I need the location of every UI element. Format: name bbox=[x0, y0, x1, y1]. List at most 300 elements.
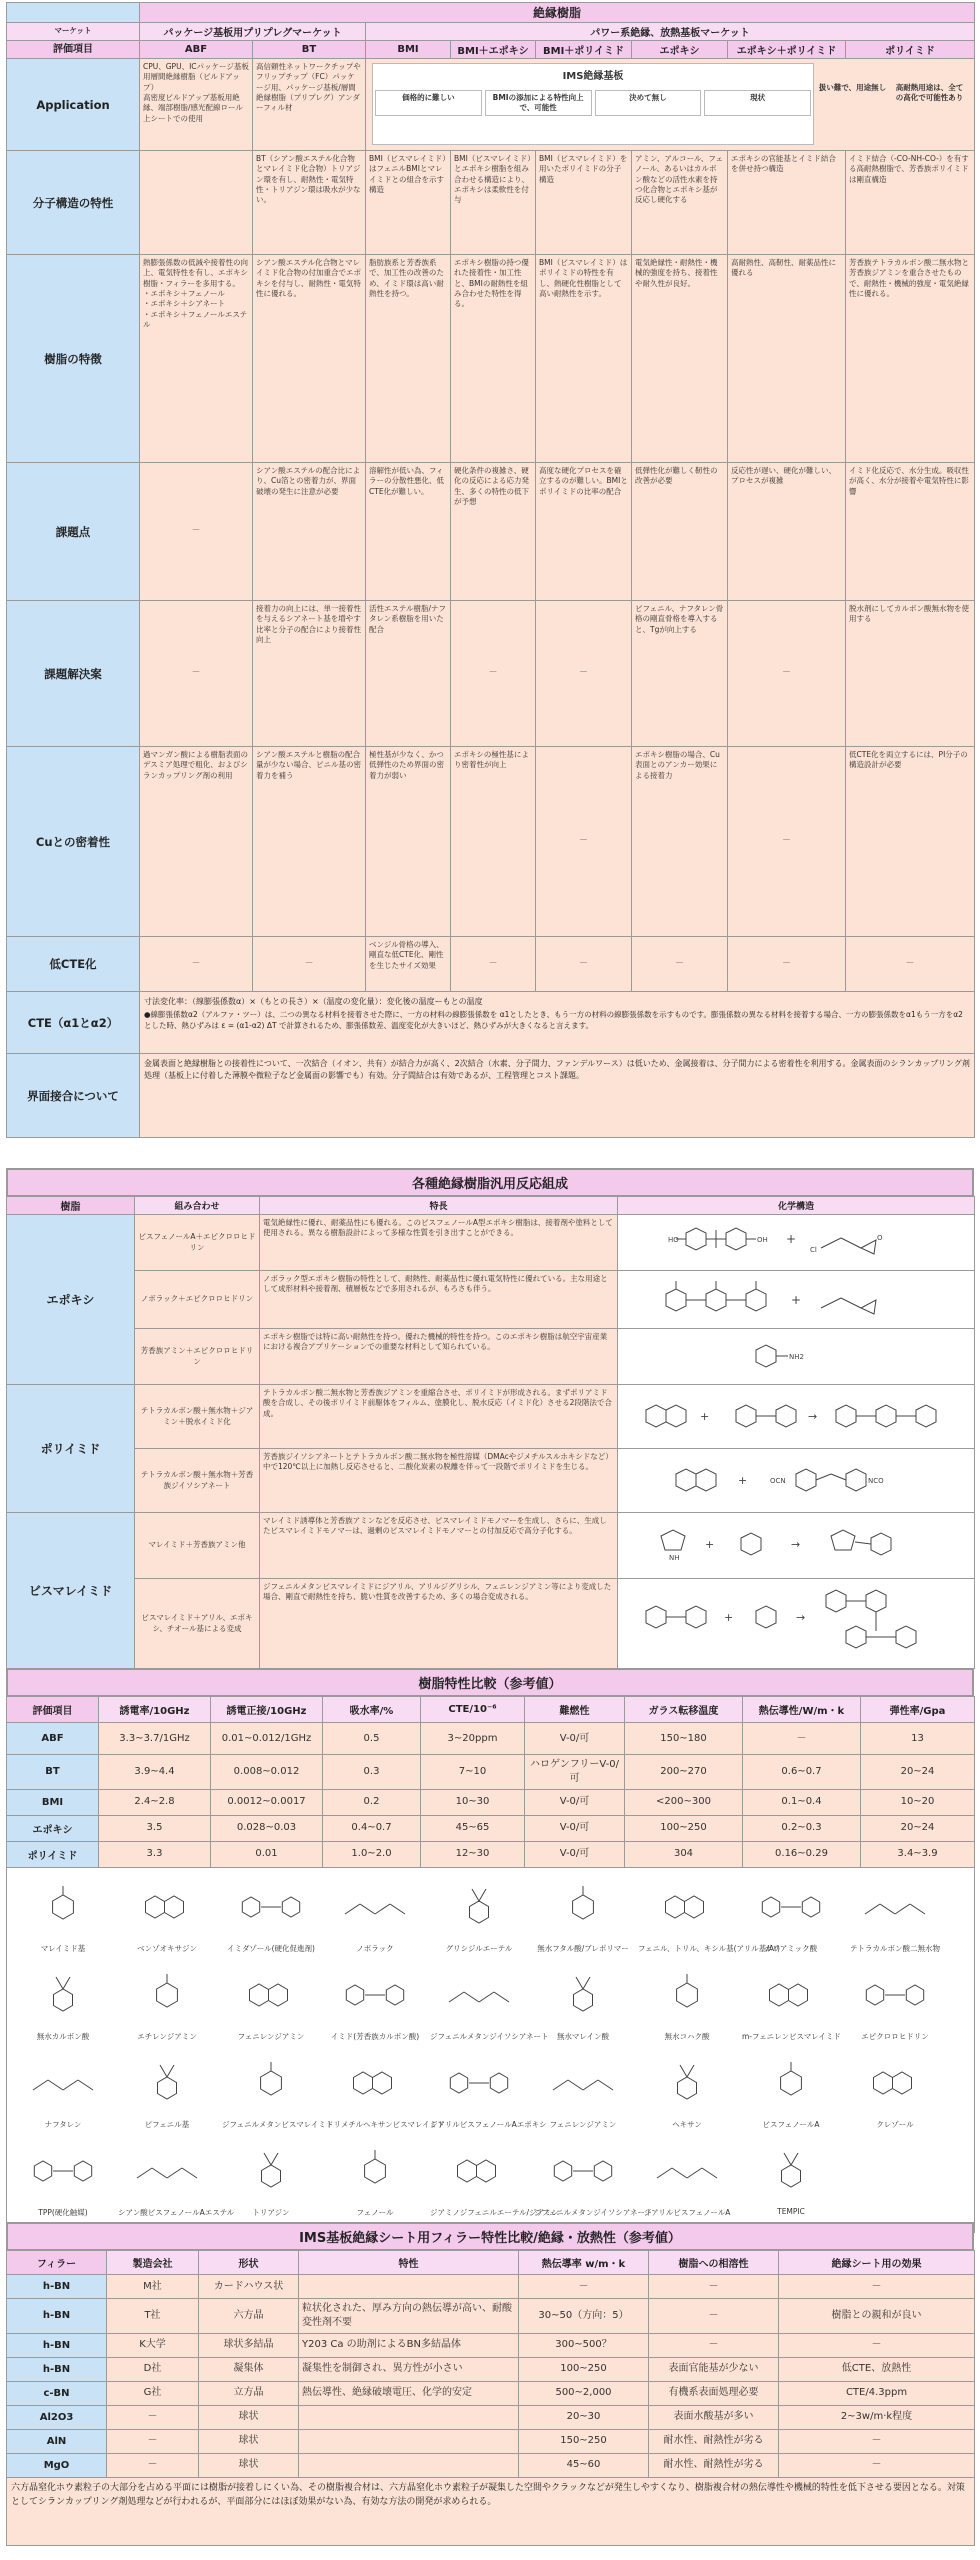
molecule-item bbox=[14, 2050, 112, 2136]
ph-5: 難燃性 bbox=[525, 1697, 625, 1723]
cu-bt: シアン酸エステルと樹脂の配合量が少ない場合、ビニル基の密着力を補う bbox=[253, 747, 366, 937]
molecule-label: ビスフェノールA bbox=[762, 2119, 820, 2129]
row-structure: 分子構造の特性 bbox=[7, 151, 140, 255]
ims-title: IMS絶縁基板 bbox=[562, 71, 624, 82]
prop-cell: － bbox=[743, 1723, 861, 1755]
fh-5: 樹脂への相溶性 bbox=[649, 2251, 779, 2275]
prop-cell: 200~270 bbox=[625, 1755, 743, 1790]
molecule-label: イミダゾール(硬化促進剤) bbox=[227, 1943, 315, 1953]
molecule-item bbox=[534, 2050, 632, 2136]
prop-cell: ポリイミド bbox=[7, 1841, 99, 1867]
ph-7: 熱伝導性/W/m・k bbox=[743, 1697, 861, 1723]
molecule-label: ジアミノジフェニルエーテル/ジアミン bbox=[430, 2207, 559, 2217]
fh-3: 特性 bbox=[299, 2251, 519, 2275]
molecule-item bbox=[118, 2050, 216, 2136]
filler-cell: Y203 Ca の助剤によるBN多結晶体 bbox=[299, 2333, 519, 2357]
combo-3: 芳香族アミン＋エピクロロヒドリン bbox=[135, 1329, 260, 1385]
filler-cell: T社 bbox=[107, 2299, 199, 2334]
molecule-structure-icon bbox=[746, 2138, 836, 2204]
molecule-item bbox=[638, 2138, 736, 2224]
molecule-item bbox=[222, 1874, 320, 1960]
ims-bmi-pi: 決めて無し bbox=[595, 90, 702, 117]
feature-2: ノボラック型エポキシ樹脂の特性として、耐熱性、耐薬品性に優れ電気特性に優れている。主な用途として成形材料や接着剤、積層板などで多用されるが、もろさも伴う。 bbox=[260, 1271, 618, 1329]
molecule-item bbox=[638, 1874, 780, 1960]
filler-cell: G社 bbox=[107, 2381, 199, 2405]
ims-ep: 現状 bbox=[704, 90, 811, 117]
molecule-label: m-フェニレンビスマレイミド bbox=[742, 2031, 841, 2041]
molecule-structure-icon bbox=[746, 1962, 836, 2028]
polyimide-reaction-structure bbox=[626, 1388, 966, 1446]
feat-pi: 芳香族テトラカルボン酸二無水物と芳香族ジアミンを重合させたもので、耐熱性・機械的強度・電気絶縁性に優れる。 bbox=[846, 255, 975, 463]
app-eppi: 扱い難で、用途無し bbox=[818, 83, 887, 92]
ph-2: 誘電正接/10GHz bbox=[211, 1697, 323, 1723]
molecule-item bbox=[846, 1962, 944, 2048]
filler-name: h-BN bbox=[7, 2275, 107, 2299]
sol-bmi-ep: － bbox=[451, 601, 536, 747]
filler-cell: － bbox=[107, 2453, 199, 2477]
svg-text:→: → bbox=[808, 1409, 818, 1423]
molecule-structure-icon bbox=[642, 2050, 732, 2116]
molecule-structure-icon bbox=[642, 2138, 732, 2204]
molecule-item bbox=[742, 1874, 840, 1960]
section3-title: 樹脂特性比較（参考値） bbox=[6, 1668, 974, 1696]
feature-6: マレイミド誘導体と芳香族アミンなどを反応させ、ビスマレイミドモノマーを生成し、さらに、生成したビスマレイミドモノマーは、過剰のビスマレイミドモノマーとの付加反応で高分子化する。 bbox=[260, 1513, 618, 1579]
molecule-label: ジアリルビスフェノールAエポキシ bbox=[430, 2119, 547, 2129]
filler-cell: 100~250 bbox=[519, 2357, 649, 2381]
molecule-structure-icon bbox=[434, 2050, 524, 2116]
molecule-item bbox=[534, 1874, 632, 1960]
maleimide-amine-structure bbox=[631, 1516, 961, 1576]
filler-name: h-BN bbox=[7, 2299, 107, 2334]
structure-7 bbox=[618, 1579, 975, 1669]
prop-cell: 0.5 bbox=[323, 1723, 421, 1755]
prop-cell: 20~24 bbox=[861, 1815, 975, 1841]
molecule-label: TPP(硬化触媒) bbox=[38, 2207, 88, 2217]
eval-label: 評価項目 bbox=[7, 41, 140, 59]
prop-cell: 304 bbox=[625, 1841, 743, 1867]
feat-bmi: 脂肪族系と芳香族系で、加工性の改善のため、イミド環は高い耐熱性を持つ。 bbox=[366, 255, 451, 463]
filler-cell: － bbox=[519, 2275, 649, 2299]
filler-cell: － bbox=[649, 2333, 779, 2357]
molecule-structure-icon bbox=[330, 2050, 420, 2116]
molecule-item bbox=[742, 2050, 840, 2136]
row-issues: 課題点 bbox=[7, 463, 140, 601]
lc-ep: － bbox=[632, 937, 728, 992]
filler-cell: CTE/4.3ppm bbox=[779, 2381, 975, 2405]
table-row bbox=[7, 2333, 975, 2357]
iss-bmi: 溶解性が低い為、フィラーの分散性悪化、低CTE化が難しい。 bbox=[366, 463, 451, 601]
filler-cell: － bbox=[107, 2429, 199, 2453]
filler-cell: カードハウス状 bbox=[199, 2275, 299, 2299]
molecule-item bbox=[534, 1962, 632, 2048]
sol-eppi: － bbox=[728, 601, 846, 747]
properties-header-row bbox=[7, 1697, 975, 1723]
col-abf: ABF bbox=[140, 41, 253, 59]
combo-7: ビスマレイミド＋アリル、エポキシ、チオール基による変成 bbox=[135, 1579, 260, 1669]
col-bmi-epoxy: BMI＋エポキシ bbox=[451, 41, 536, 59]
molecule-structure-icon bbox=[850, 2050, 940, 2116]
svg-text:→: → bbox=[791, 1537, 801, 1551]
lc-pi: － bbox=[846, 937, 975, 992]
filler-cell: 150~250 bbox=[519, 2429, 649, 2453]
molecule-label: エピクロロヒドリン bbox=[861, 2031, 929, 2041]
filler-cell: 立方晶 bbox=[199, 2381, 299, 2405]
filler-name: AlN bbox=[7, 2429, 107, 2453]
col-bmi: BMI bbox=[366, 41, 451, 59]
str-bmi-ep: BMI（ビスマレイミド）とエポキシ樹脂を組み合わせる構造により、エポキシは柔軟性を付与 bbox=[451, 151, 536, 255]
prop-cell: 0.16~0.29 bbox=[743, 1841, 861, 1867]
prop-cell: V-0/可 bbox=[525, 1815, 625, 1841]
feat-ep: 電気絶縁性・耐熱性・機械的強度を持ち、接着性や耐久性が良好。 bbox=[632, 255, 728, 463]
molecule-item bbox=[14, 1962, 112, 2048]
row-features: 樹脂の特徴 bbox=[7, 255, 140, 463]
feature-7: ジフェニルメタンビスマレイミドにジアリル、アリルジグリシル、フェニレンジアミン等により変成した場合、剛直で耐熱性を持ち、脆い性質を改善するため、多くの場合変成される。 bbox=[260, 1579, 618, 1669]
molecule-item bbox=[638, 1962, 736, 2048]
prop-cell: 3.5 bbox=[99, 1815, 211, 1841]
molecule-structure-icon bbox=[122, 2138, 212, 2204]
filler-name: h-BN bbox=[7, 2333, 107, 2357]
molecule-structure-icon bbox=[746, 2050, 836, 2116]
filler-cell: 300~500？ bbox=[519, 2333, 649, 2357]
molecule-label: トリアジン bbox=[252, 2207, 290, 2217]
filler-cell: － bbox=[779, 2429, 975, 2453]
molecule-label: ヘキサン bbox=[672, 2119, 702, 2129]
cu-abf: 過マンガン酸による樹脂表面のデスミア処理で粗化、およびシランカップリング剤の利用 bbox=[140, 747, 253, 937]
svg-text:+: + bbox=[786, 1231, 797, 1246]
sol-abf: － bbox=[140, 601, 253, 747]
molecule-item bbox=[14, 1874, 112, 1960]
feature-3: エポキシ樹脂では特に高い耐熱性を持つ。優れた機械的特性を持つ。このエポキシ樹脂は航空宇宙産業における複合アプリケーションでの重要な材料として知られている。 bbox=[260, 1329, 618, 1385]
prop-cell: 0.6~0.7 bbox=[743, 1755, 861, 1790]
prop-cell: 1.0~2.0 bbox=[323, 1841, 421, 1867]
molecule-item bbox=[118, 2138, 235, 2224]
prop-cell: 10~20 bbox=[861, 1789, 975, 1815]
svg-text:+: + bbox=[705, 1537, 715, 1551]
molecule-label: クレゾール bbox=[876, 2119, 914, 2129]
table-row bbox=[7, 2453, 975, 2477]
molecule-structure-icon bbox=[226, 1874, 316, 1940]
filler-cell: － bbox=[779, 2275, 975, 2299]
row-solutions: 課題解決案 bbox=[7, 601, 140, 747]
molecule-label: ノボラック bbox=[356, 1943, 394, 1953]
molecule-label: ベンゾオキサジン bbox=[137, 1943, 197, 1953]
iss-ep: 低弾性化が難しく靭性の改善が必要 bbox=[632, 463, 728, 601]
prop-cell: 0.4~0.7 bbox=[323, 1815, 421, 1841]
filler-cell bbox=[299, 2453, 519, 2477]
filler-cell: 表面水酸基が多い bbox=[649, 2405, 779, 2429]
prop-cell: 3.9~4.4 bbox=[99, 1755, 211, 1790]
table-row bbox=[7, 2299, 975, 2334]
svg-text:+: + bbox=[700, 1409, 710, 1423]
resin-polyimide: ポリイミド bbox=[7, 1385, 135, 1513]
bisphenol-epichlorohydrin-structure bbox=[646, 1218, 946, 1268]
combo-2: ノボラック＋エピクロロヒドリン bbox=[135, 1271, 260, 1329]
ph-0: 評価項目 bbox=[7, 1697, 99, 1723]
ims-box bbox=[372, 63, 814, 145]
filler-cell: 2~3w/m·k程度 bbox=[779, 2405, 975, 2429]
filler-cell: 球状 bbox=[199, 2405, 299, 2429]
molecule-item bbox=[742, 1962, 840, 2048]
molecule-label: シアン酸ビスフェノールAエステル bbox=[118, 2207, 235, 2217]
fh-0: フィラー bbox=[7, 2251, 107, 2275]
filler-cell: 表面官能基が少ない bbox=[649, 2357, 779, 2381]
resin-properties-section bbox=[6, 1668, 974, 2217]
molecule-structure-icon bbox=[122, 1962, 212, 2028]
row-cte: CTE（α1とα2） bbox=[7, 992, 140, 1054]
col-pi: ポリイミド bbox=[846, 41, 975, 59]
filler-cell: 樹脂との親和が良い bbox=[779, 2299, 975, 2334]
molecule-structure-icon bbox=[538, 2138, 628, 2204]
fh-4: 熱伝導率 w/m・k bbox=[519, 2251, 649, 2275]
molecule-structure-icon bbox=[434, 1962, 524, 2028]
interface-text: 金属表面と絶縁樹脂との接着性について、一次結合（イオン、共有）が結合力が高く、2次結合（水素、分子間力、ファンデルワース）は低いため、金属接着は、分子間力による密着性を利用する。金属表面のシランカップリング剤処理（基板上に付着した薄膜や微粒子など金属面の影響でも）有効。分子間結合は有効であるが、工程管理とコスト課題。 bbox=[140, 1054, 975, 1138]
svg-text:+: + bbox=[738, 1473, 748, 1487]
table-row bbox=[7, 2381, 975, 2405]
svg-text:NH2: NH2 bbox=[789, 1352, 804, 1361]
table-row bbox=[7, 1755, 975, 1790]
filler-cell: 45~60 bbox=[519, 2453, 649, 2477]
molecule-item bbox=[430, 2050, 547, 2136]
prop-cell: V-0/可 bbox=[525, 1789, 625, 1815]
structure-4 bbox=[618, 1385, 975, 1449]
row-cu: Cuとの密着性 bbox=[7, 747, 140, 937]
filler-cell bbox=[299, 2275, 519, 2299]
molecule-item bbox=[222, 1962, 320, 2048]
molecule-item bbox=[846, 1874, 944, 1960]
molecule-item bbox=[638, 2050, 736, 2136]
lc-bmi-pi: － bbox=[536, 937, 632, 992]
molecule-label: フェニル、トリル、キシル基(アリル基/Ar) bbox=[638, 1943, 780, 1953]
cu-ep: エポキシ樹脂の場合、Cu表面とのアンカー効果による接着力 bbox=[632, 747, 728, 937]
filler-cell: 球状多結晶 bbox=[199, 2333, 299, 2357]
filler-cell: 20~30 bbox=[519, 2405, 649, 2429]
filler-note: 六方晶窒化ホウ素粒子の大部分を占める平面には樹脂が接着しにくい為、その樹脂複合材は、六方晶窒化ホウ素粒子が凝集した空間やクラックなどが発生しやすくなり、樹脂複合材の熱伝導性や機械的特性を低下させる要因となる。対策としてシランカップリング剤処理などが行われるが、平面部分にはほぼ効果がない為、有効な方法の開発が求められる。 bbox=[7, 2477, 975, 2545]
combo-4: テトラカルボン酸＋無水物＋ジアミン＋脱水イミド化 bbox=[135, 1385, 260, 1449]
col-bt: BT bbox=[253, 41, 366, 59]
structure-3 bbox=[618, 1329, 975, 1385]
molecule-structure-icon bbox=[226, 2050, 316, 2116]
app-ims bbox=[366, 59, 975, 151]
molecule-label: TEMPIC bbox=[777, 2206, 805, 2216]
combo-5: テトラカルボン酸＋無水物＋芳香族ジイソシアネート bbox=[135, 1449, 260, 1513]
sol-bmi-pi: － bbox=[536, 601, 632, 747]
app-pi: 高耐熱用途は、全ての高化で可能性あり bbox=[895, 83, 964, 103]
filler-cell: M社 bbox=[107, 2275, 199, 2299]
svg-text:O: O bbox=[877, 1233, 883, 1242]
iss-bt: シアン酸エステルの配合比により、Cu箔との密着力が、界面破壊の発生に注意が必要 bbox=[253, 463, 366, 601]
molecule-label: イミド(芳香族カルボン酸) bbox=[330, 2031, 420, 2041]
h-feature: 特長 bbox=[260, 1197, 618, 1215]
prop-cell: 0.01~0.012/1GHz bbox=[211, 1723, 323, 1755]
combo-6: マレイミド＋芳香族アミン他 bbox=[135, 1513, 260, 1579]
molecule-item bbox=[326, 2050, 445, 2136]
lc-bt: － bbox=[253, 937, 366, 992]
molecule-item bbox=[118, 1962, 216, 2048]
app-abf: CPU、GPU、ICパッケージ基板用層間絶縁樹脂（ビルドアップ） 高密度ビルドアップ基板用絶縁、端部樹脂/感光配線ロール上シートでの使用 bbox=[140, 59, 253, 151]
market-label: マーケット bbox=[7, 23, 140, 41]
molecule-label: 無水コハク酸 bbox=[664, 2031, 710, 2041]
aromatic-amine-structure bbox=[646, 1332, 946, 1382]
filler-cell: K大学 bbox=[107, 2333, 199, 2357]
fh-2: 形状 bbox=[199, 2251, 299, 2275]
molecule-label: トリメチルヘキサンビスマレイミド bbox=[326, 2119, 445, 2129]
filler-cell: 耐水性、耐熱性が劣る bbox=[649, 2453, 779, 2477]
molecule-structure-icon bbox=[330, 2138, 420, 2204]
iss-pi: イミド化反応で、水分生成。吸収性が高く、水分が接着や電気特性に影響 bbox=[846, 463, 975, 601]
prop-cell: ABF bbox=[7, 1723, 99, 1755]
filler-name: h-BN bbox=[7, 2357, 107, 2381]
filler-name: MgO bbox=[7, 2453, 107, 2477]
svg-text:+: + bbox=[724, 1610, 734, 1624]
filler-cell: 凝集性を制御され、異方性が小さい bbox=[299, 2357, 519, 2381]
molecule-structure-icon bbox=[538, 1874, 628, 1940]
feature-4: テトラカルボン酸二無水物と芳香族ジアミンを重縮合させ、ポリイミドが形成される。まずポリアミド酸を合成し、その後ポリイミド前駆体をフィルム、塗膜化し、脱水反応（イミド化）させる2段階法で合成。 bbox=[260, 1385, 618, 1449]
prop-cell: BMI bbox=[7, 1789, 99, 1815]
sol-ep: ビフェニル、ナフタレン骨格の剛直骨格を導入すると、Tgが向上する bbox=[632, 601, 728, 747]
prop-cell: 3.4~3.9 bbox=[861, 1841, 975, 1867]
table-row bbox=[7, 2429, 975, 2453]
filler-cell: 六方晶 bbox=[199, 2299, 299, 2334]
cu-pi: 低CTE化を両立するには、PI分子の構造設計が必要 bbox=[846, 747, 975, 937]
feat-abf: 熱膨張係数の低減や接着性の向上、電気特性を有し、エポキシ樹脂・フィラーを多用する。 ・エポキシ＋フェノール ・エポキシ＋シアネート ・エポキシ＋フェノールエステル bbox=[140, 255, 253, 463]
prop-cell: 100~250 bbox=[625, 1815, 743, 1841]
sol-pi: 脱水剤にしてカルボン酸無水物を使用する bbox=[846, 601, 975, 747]
resin-epoxy: エポキシ bbox=[7, 1215, 135, 1385]
molecule-structure-icon bbox=[538, 1962, 628, 2028]
feat-bmi-pi: BMI（ビスマレイミド）はポリイミドの特性を有し、熱硬化性樹脂として高い耐熱性を示す。 bbox=[536, 255, 632, 463]
molecule-structure-icon bbox=[226, 1962, 316, 2028]
molecule-label: グリシジルエーテル bbox=[445, 1943, 513, 1953]
sol-bt: 接着力の向上には、単一接着性を与えるシアネート基を増やす比率と分子の配合により接着性向上 bbox=[253, 601, 366, 747]
filler-cell: － bbox=[779, 2453, 975, 2477]
molecule-item bbox=[118, 1874, 216, 1960]
molecule-structure-icon bbox=[18, 2050, 108, 2116]
prop-cell: V-0/可 bbox=[525, 1841, 625, 1867]
section2-title: 各種絶縁樹脂汎用反応組成 bbox=[6, 1168, 974, 1196]
filler-cell: 球状 bbox=[199, 2453, 299, 2477]
filler-cell: 熱伝導性、絶縁破壊電圧、化学的安定 bbox=[299, 2381, 519, 2405]
prop-cell: 10~30 bbox=[421, 1789, 525, 1815]
molecule-item bbox=[326, 1962, 424, 2048]
str-ep: アミン、アルコール、フェノール、あるいはカルボン酸などの活性水素を持つ化合物とエポキシ基が反応し硬化する bbox=[632, 151, 728, 255]
molecule-item bbox=[430, 1874, 528, 1960]
molecule-item bbox=[846, 2050, 944, 2136]
molecule-item bbox=[222, 2050, 334, 2136]
molecule-label: ナフタレン bbox=[44, 2119, 82, 2129]
str-bt: BT（シアン酸エステル化合物とマレイミド化合物）トリアジン環を有し、耐熱性・電気特性・トリアジン環は吸水が少ない。 bbox=[253, 151, 366, 255]
fh-1: 製造会社 bbox=[107, 2251, 199, 2275]
lc-bmi-ep: － bbox=[451, 937, 536, 992]
h-combo: 組み合わせ bbox=[135, 1197, 260, 1215]
properties-table bbox=[6, 1696, 975, 2233]
resin-comparison-section bbox=[6, 2, 974, 1137]
prop-cell: 12~30 bbox=[421, 1841, 525, 1867]
prop-cell: 0.1~0.4 bbox=[743, 1789, 861, 1815]
molecule-label: ジアリルビスフェノールA bbox=[643, 2207, 731, 2217]
iss-bmi-pi: 高度な硬化プロセスを確立するのが難しい。BMIとポリイミドの比率の配合 bbox=[536, 463, 632, 601]
filler-cell: 低CTE、放熱性 bbox=[779, 2357, 975, 2381]
row-interface: 界面接合について bbox=[7, 1054, 140, 1138]
h-resin: 樹脂 bbox=[7, 1197, 135, 1215]
structure-1 bbox=[618, 1215, 975, 1271]
molecule-structure-icon bbox=[850, 1874, 940, 1940]
svg-text:OH: OH bbox=[757, 1235, 768, 1244]
prop-cell: 150~180 bbox=[625, 1723, 743, 1755]
prop-cell: 20~24 bbox=[861, 1755, 975, 1790]
structure-5 bbox=[618, 1449, 975, 1513]
power-market: パワー系絶縁、放熱基板マーケット bbox=[366, 23, 975, 41]
prop-cell: 0.028~0.03 bbox=[211, 1815, 323, 1841]
cte-formula: 寸法変化率：（線膨張係数α）×（もとの長さ）×（温度の変化量）：変化後の温度ーもとの温度 bbox=[144, 997, 483, 1006]
prop-cell: 0.3 bbox=[323, 1755, 421, 1790]
molecule-label: ジフェニルメタンジイソシアネート bbox=[430, 2031, 549, 2041]
prop-cell: 0.2~0.3 bbox=[743, 1815, 861, 1841]
svg-text:→: → bbox=[796, 1610, 806, 1624]
molecule-label: ポリアミック酸 bbox=[764, 1943, 818, 1953]
filler-cell: － bbox=[779, 2333, 975, 2357]
structure-2 bbox=[618, 1271, 975, 1329]
filler-cell bbox=[299, 2405, 519, 2429]
iss-bmi-ep: 硬化条件の複雑さ、硬化の反応による応力発生、多くの特性の低下が予想 bbox=[451, 463, 536, 601]
svg-text:+: + bbox=[791, 1292, 802, 1307]
prop-cell: 3.3~3.7/1GHz bbox=[99, 1723, 211, 1755]
prop-cell: 7~10 bbox=[421, 1755, 525, 1790]
molecule-gallery bbox=[7, 1867, 975, 2232]
filler-section bbox=[6, 2222, 974, 2556]
prop-cell: 0.01 bbox=[211, 1841, 323, 1867]
col-epoxy: エポキシ bbox=[632, 41, 728, 59]
table-row bbox=[7, 2357, 975, 2381]
lc-eppi: － bbox=[728, 937, 846, 992]
filler-cell: － bbox=[649, 2299, 779, 2334]
row-lowcte: 低CTE化 bbox=[7, 937, 140, 992]
str-bmi: BMI（ビスマレイミド）はフェニルBMIとマレイミドとの組合を示す構造 bbox=[366, 151, 451, 255]
table-row bbox=[7, 1815, 975, 1841]
cte-explanation bbox=[140, 992, 975, 1054]
ph-8: 弾性率/Gpa bbox=[861, 1697, 975, 1723]
prop-cell: BT bbox=[7, 1755, 99, 1790]
molecule-grid bbox=[11, 1874, 970, 2226]
table-title: 絶縁樹脂 bbox=[140, 3, 975, 23]
molecule-structure-icon bbox=[642, 1874, 732, 1940]
structure-6 bbox=[618, 1513, 975, 1579]
molecule-structure-icon bbox=[330, 1962, 420, 2028]
app-bt: 高信頼性ネットワークチップやフリップチップ（FC）パッケージ用、パッケージ基板/層間絶縁樹脂（プリプレグ）アンダーフィル材 bbox=[253, 59, 366, 151]
svg-text:NCO: NCO bbox=[868, 1476, 884, 1485]
molecule-structure-icon bbox=[18, 2138, 108, 2204]
ph-1: 誘電率/10GHz bbox=[99, 1697, 211, 1723]
molecule-structure-icon bbox=[122, 2050, 212, 2116]
molecule-item bbox=[742, 2138, 840, 2224]
molecule-label: フェニレンジアミン bbox=[549, 2119, 617, 2129]
molecule-item bbox=[430, 1962, 549, 2048]
molecule-structure-icon bbox=[226, 2138, 316, 2204]
str-pi: イミド結合（-CO-NH-CO-）を有する高耐熱樹脂で、芳香族ポリイミドは剛直構造 bbox=[846, 151, 975, 255]
prop-cell: 0.008~0.012 bbox=[211, 1755, 323, 1790]
molecule-structure-icon bbox=[746, 1874, 836, 1940]
filler-cell: 耐水性、耐熱性が劣る bbox=[649, 2429, 779, 2453]
molecule-label: テトラカルボン酸二無水物 bbox=[850, 1943, 940, 1953]
lc-bmi: ベンジル骨格の導入、剛直な低CTE化、剛性を生じたサイズ効果 bbox=[366, 937, 451, 992]
molecule-structure-icon bbox=[642, 1962, 732, 2028]
molecule-label: ジフェニルメタンビスマレイミド bbox=[222, 2119, 334, 2129]
molecule-label: 無水カルボン酸 bbox=[36, 2031, 90, 2041]
molecule-label: エチレンジアミン bbox=[137, 2031, 197, 2041]
filler-cell bbox=[299, 2429, 519, 2453]
molecule-structure-icon bbox=[330, 1874, 420, 1940]
filler-cell: 球状 bbox=[199, 2429, 299, 2453]
diisocyanate-structure bbox=[646, 1452, 946, 1510]
